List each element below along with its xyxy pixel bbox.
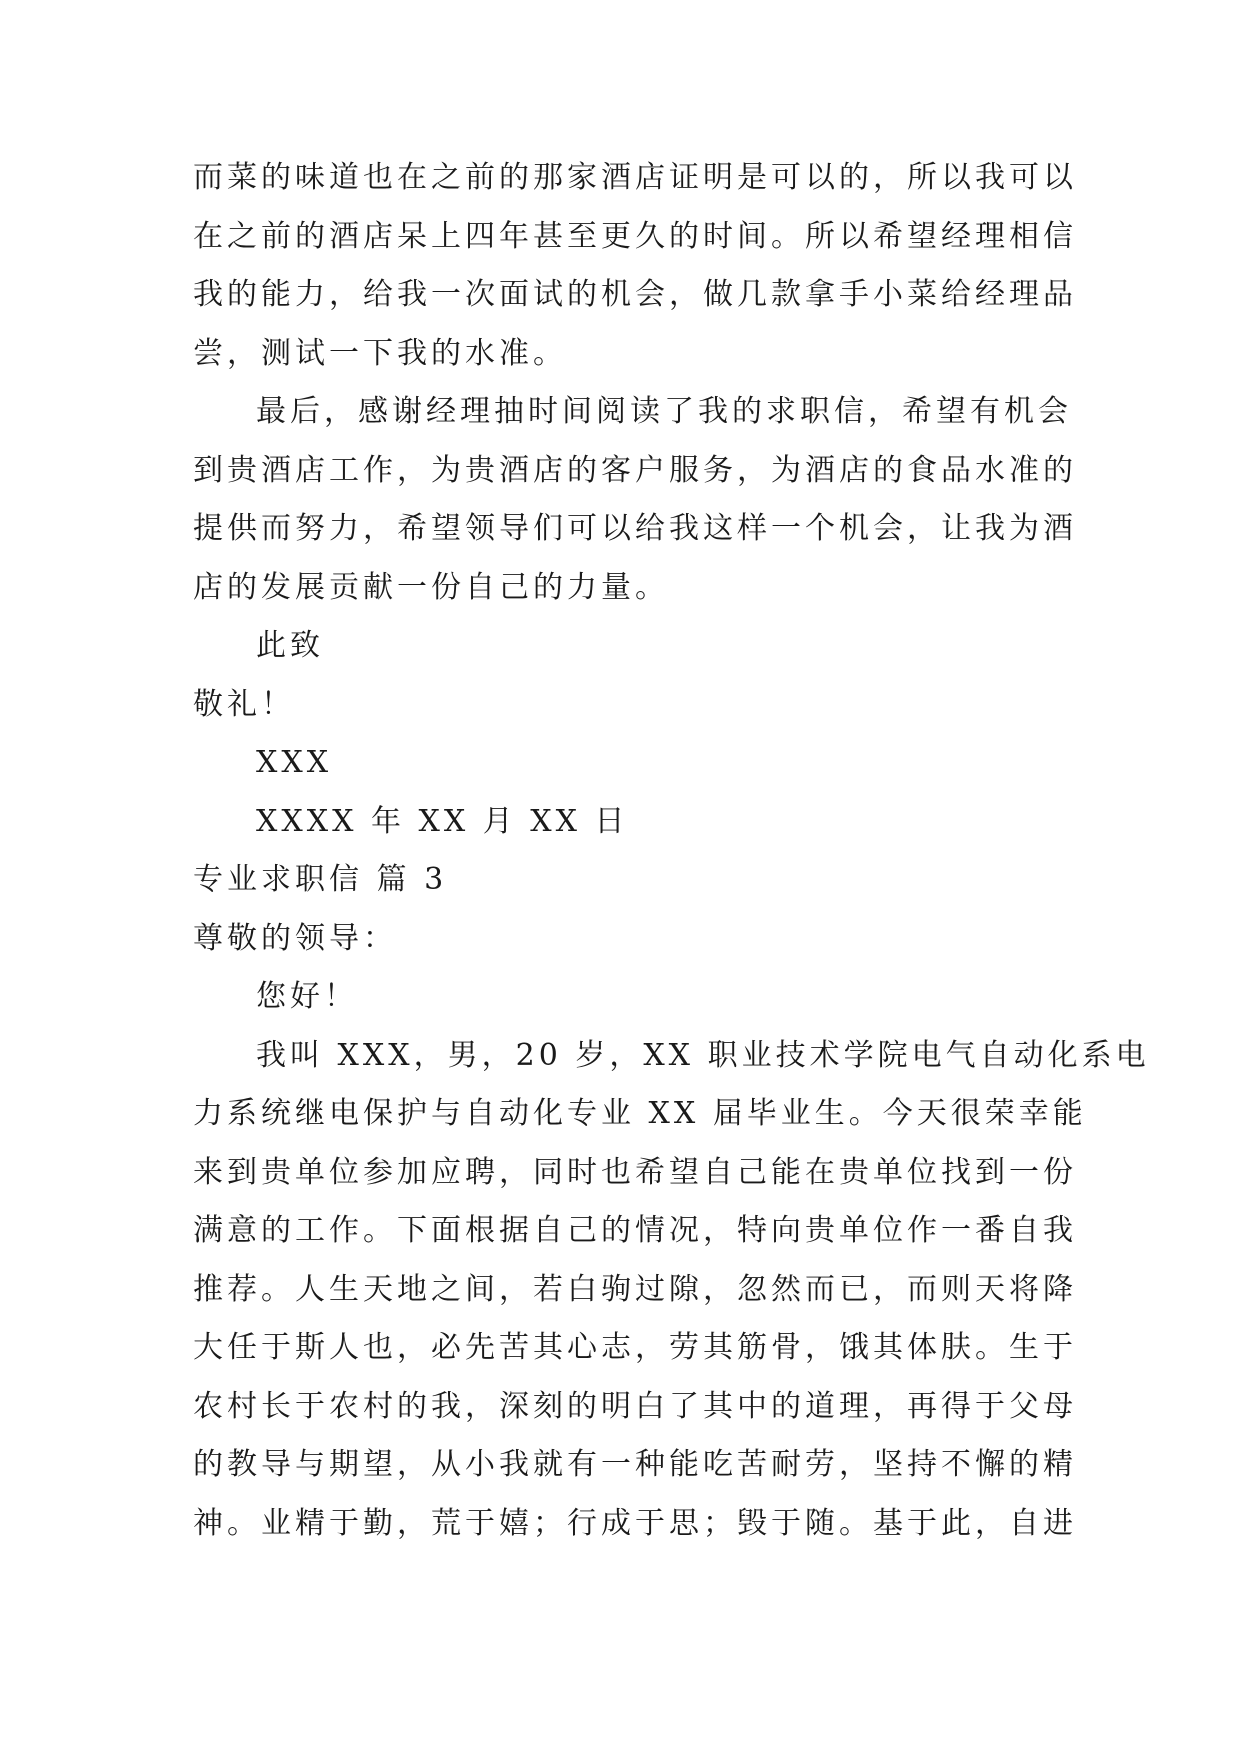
text-line: 神。业精于勤，荒于嬉；行成于思；毁于随。基于此，自进 (193, 1505, 1077, 1541)
text-line: 尊敬的领导： (193, 920, 397, 956)
text-line: 在之前的酒店呆上四年甚至更久的时间。所以希望经理相信 (193, 218, 1077, 254)
document-body (193, 149, 1150, 1553)
text-line: 推荐。人生天地之间，若白驹过隙，忽然而已，而则天将降 (193, 1271, 1077, 1307)
text-line: 的教导与期望，从小我就有一种能吃苦耐劳，坚持不懈的精 (193, 1447, 1077, 1482)
text-line: 您好！ (256, 979, 358, 1014)
text-line: 来到贵单位参加应聘，同时也希望自己能在贵单位找到一份 (193, 1154, 1077, 1190)
text-line: 我的能力，给我一次面试的机会，做几款拿手小菜给经理品 (193, 277, 1077, 312)
text-line: 而菜的味道也在之前的那家酒店证明是可以的，所以我可以 (193, 160, 1077, 195)
text-line: 提供而努力，希望领导们可以给我这样一个机会，让我为酒 (193, 511, 1077, 546)
text-line: 大任于斯人也，必先苦其心志，劳其筋骨，饿其体肤。生于 (193, 1330, 1077, 1365)
text-line: 满意的工作。下面根据自己的情况，特向贵单位作一番自我 (193, 1213, 1077, 1248)
text-line: 力系统继电保护与自动化专业 XX 届毕业生。今天很荣幸能 (193, 1096, 1087, 1131)
text-line: 敬礼！ (193, 686, 295, 722)
text-line: 专业求职信 篇 3 (193, 862, 448, 897)
text-line: 到贵酒店工作，为贵酒店的客户服务，为酒店的食品水准的 (193, 452, 1077, 488)
text-line: XXXX 年 XX 月 XX 日 (256, 803, 629, 839)
text-line: 尝，测试一下我的水准。 (193, 335, 567, 371)
text-line: 最后，感谢经理抽时间阅读了我的求职信，希望有机会 (256, 394, 1072, 429)
text-line: 农村长于农村的我，深刻的明白了其中的道理，再得于父母 (193, 1388, 1077, 1424)
text-line: XXX (256, 745, 333, 780)
text-line: 我叫 XXX，男，20 岁，XX 职业技术学院电气自动化系电 (256, 1037, 1150, 1073)
text-line: 此致 (256, 628, 324, 663)
text-line: 店的发展贡献一份自己的力量。 (193, 569, 669, 605)
